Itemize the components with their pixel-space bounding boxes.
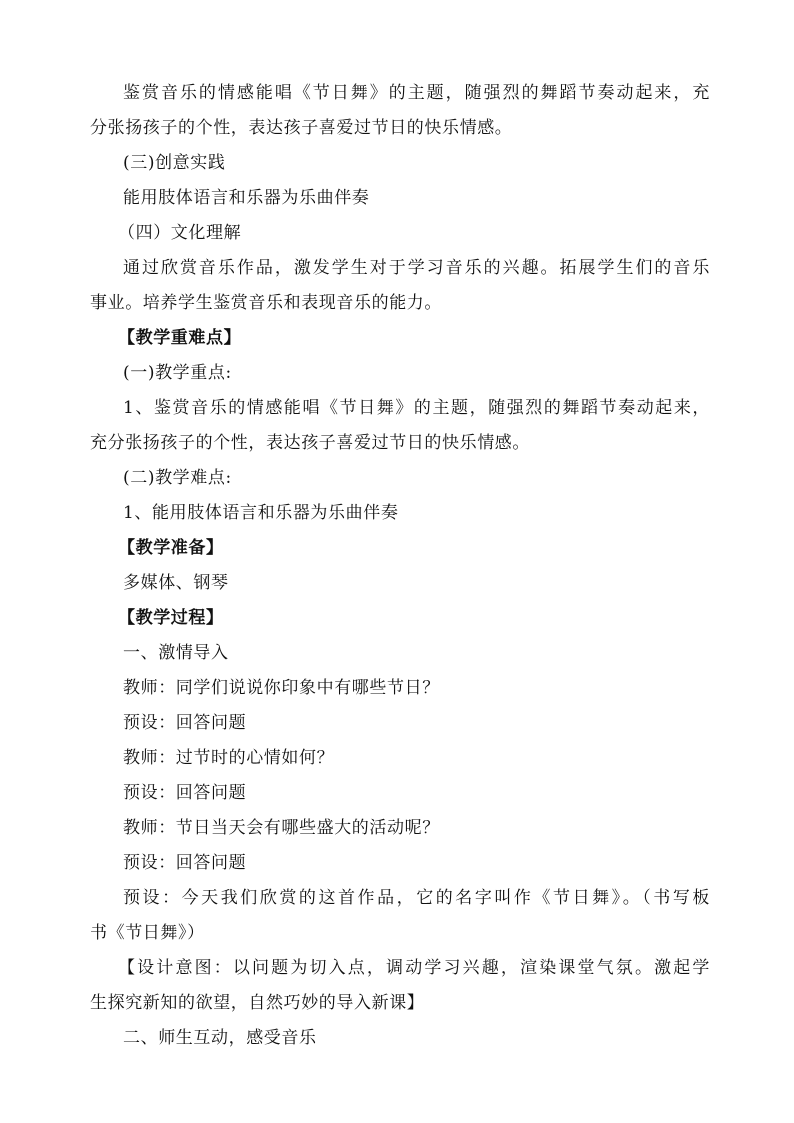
paragraph-line: 分张扬孩子的个性，表达孩子喜爱过节日的快乐情感。 bbox=[90, 118, 513, 138]
paragraph-line: 多媒体、钢琴 bbox=[123, 573, 229, 593]
section-heading: 【教学过程】 bbox=[118, 608, 224, 628]
section-heading: 【教学准备】 bbox=[118, 538, 224, 558]
section-subheading: 二、师生互动，感受音乐 bbox=[123, 1028, 317, 1048]
section-subheading: (三)创意实践 bbox=[123, 153, 226, 173]
paragraph-line: 充分张扬孩子的个性，表达孩子喜爱过节日的快乐情感。 bbox=[90, 433, 530, 453]
section-subheading: 一、激情导入 bbox=[123, 643, 229, 663]
section-subheading: (一)教学重点: bbox=[123, 363, 232, 383]
paragraph-line: 通过欣赏音乐作品，激发学生对于学习音乐的兴趣。拓展学生们的音乐 bbox=[123, 258, 710, 278]
paragraph-line: 1、鉴赏音乐的情感能唱《节日舞》的主题，随强烈的舞蹈节奏动起来， bbox=[123, 398, 710, 418]
document-page bbox=[90, 76, 710, 1056]
design-intent-line: 生探究新知的欲望，自然巧妙的导入新课】 bbox=[90, 993, 425, 1013]
paragraph-line: 能用肢体语言和乐器为乐曲伴奏 bbox=[123, 188, 370, 208]
section-subheading: (二)教学难点: bbox=[123, 468, 232, 488]
section-subheading: （四）文化理解 bbox=[118, 223, 242, 243]
paragraph-line: 事业。培养学生鉴赏音乐和表现音乐的能力。 bbox=[90, 293, 442, 313]
section-heading: 【教学重难点】 bbox=[118, 328, 242, 348]
paragraph-line: 预设：回答问题 bbox=[123, 713, 247, 733]
paragraph-line: 书《节日舞》） bbox=[90, 923, 205, 943]
paragraph-line: 鉴赏音乐的情感能唱《节日舞》的主题，随强烈的舞蹈节奏动起来，充 bbox=[123, 83, 710, 103]
paragraph-line: 1、能用肢体语言和乐器为乐曲伴奏 bbox=[123, 503, 399, 523]
design-intent-line: 【设计意图：以问题为切入点，调动学习兴趣，渲染课堂气氛。激起学 bbox=[118, 958, 710, 978]
paragraph-line: 教师：同学们说说你印象中有哪些节日？ bbox=[123, 678, 440, 698]
paragraph-line: 教师：过节时的心情如何？ bbox=[123, 748, 335, 768]
paragraph-line: 预设：今天我们欣赏的这首作品，它的名字叫作《节日舞》。（书写板 bbox=[123, 888, 710, 908]
paragraph-line: 预设：回答问题 bbox=[123, 853, 247, 873]
paragraph-line: 教师：节日当天会有哪些盛大的活动呢？ bbox=[123, 818, 440, 838]
paragraph-line: 预设：回答问题 bbox=[123, 783, 247, 803]
